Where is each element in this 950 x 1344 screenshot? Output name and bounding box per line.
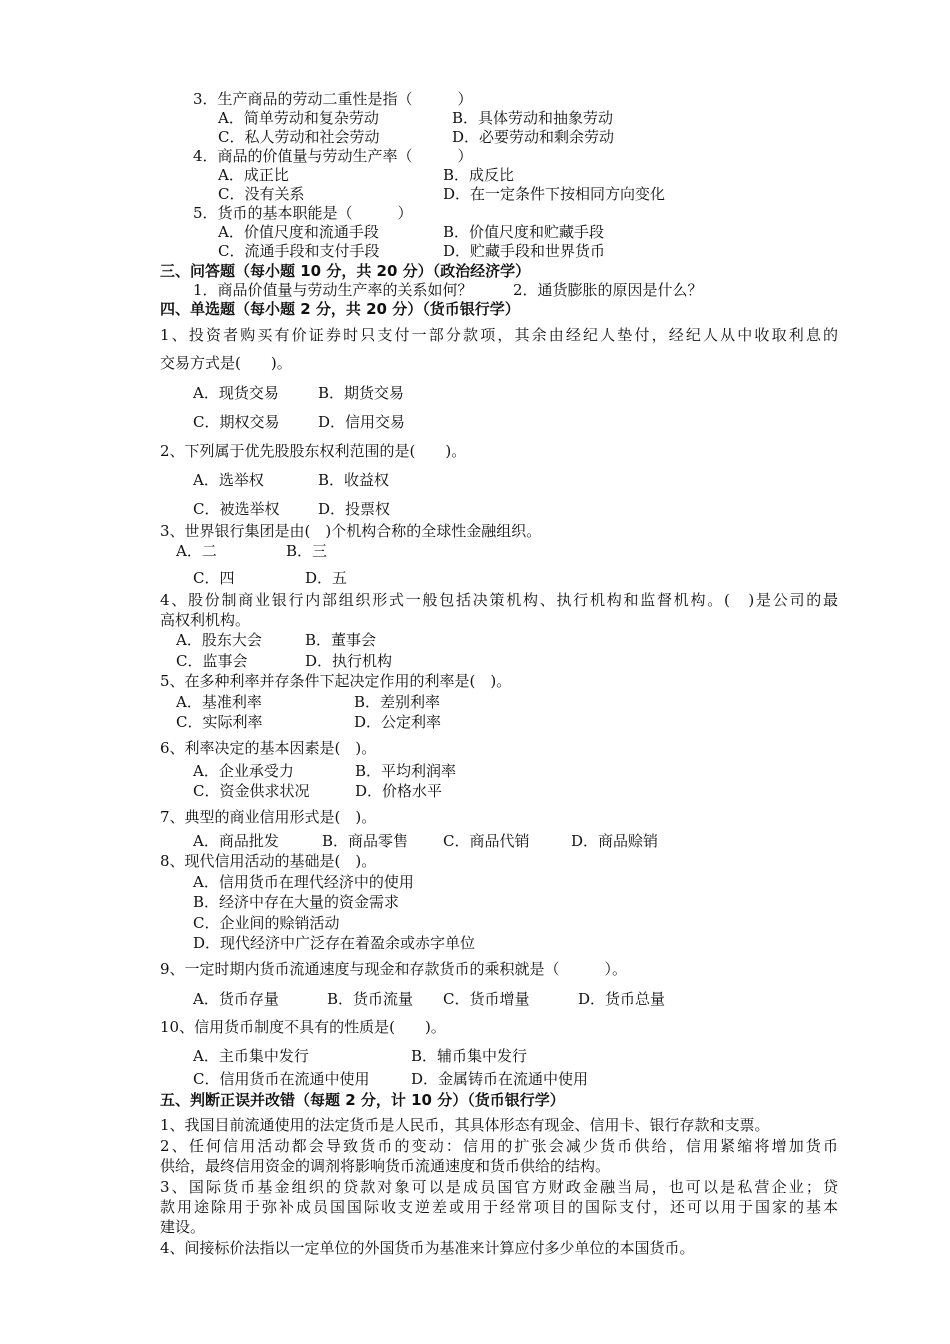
option-d: D．执行机构	[305, 652, 393, 670]
option-c: C．资金供求状况	[193, 782, 310, 800]
option-a: A．商品批发	[193, 832, 279, 850]
option-d: D．必要劳动和剩余劳动	[452, 128, 615, 146]
option-b: B．具体劳动和抽象劳动	[452, 109, 614, 127]
option-a: A．价值尺度和流通手段	[218, 223, 379, 241]
option-d: D．投票权	[318, 500, 391, 518]
question-stem: 2、下列属于优先股股东权利范围的是( )。	[160, 442, 467, 460]
option-d: D．五	[305, 569, 348, 587]
option-b: B．价值尺度和贮藏手段	[443, 223, 605, 241]
option-d: D．公定利率	[354, 713, 442, 731]
option-a: A．二	[176, 542, 217, 560]
statement: 供给，最终信用资金的调剂将影响货币流通速度和货币供给的结构。	[160, 1157, 611, 1175]
option-b: B．三	[286, 542, 328, 560]
statement: 2、任何信用活动都会导致货币的变动：信用的扩张会减少货币供给，信用紧缩将增加货币	[160, 1137, 838, 1155]
statement: 1、我国目前流通使用的法定货币是人民币，其具体形态有现金、信用卡、银行存款和支票。	[160, 1116, 770, 1134]
option-a: A．选举权	[193, 471, 264, 489]
option-a: A．企业承受力	[193, 762, 294, 780]
question-stem: 3．生产商品的劳动二重性是指（ ）	[193, 90, 473, 108]
option-a: A．主币集中发行	[193, 1047, 309, 1065]
option-a: A．现货交易	[193, 384, 279, 402]
option-d: D．信用交易	[318, 413, 406, 431]
question-stem: 交易方式是( )。	[160, 354, 292, 372]
option-d: D．价格水平	[355, 782, 443, 800]
option-a: A．简单劳动和复杂劳动	[218, 109, 379, 127]
option-c: C．货币增量	[443, 990, 530, 1008]
question-stem: 5、在多种利率并存条件下起决定作用的利率是( )。	[160, 672, 512, 690]
question-stem: 8、现代信用活动的基础是( )。	[160, 852, 377, 870]
question-stem: 4、股份制商业银行内部组织形式一般包括决策机构、执行机构和监督机构。( )是公司的最	[160, 591, 838, 609]
statement: 款用途除用于弥补成员国国际收支逆差或用于经常项目的国际支付，还可以用于国家的基本	[160, 1198, 838, 1216]
option-c: C．实际利率	[176, 713, 263, 731]
option-d: D．现代经济中广泛存在着盈余或赤字单位	[193, 934, 476, 952]
option-b: B．经济中存在大量的资金需求	[193, 893, 400, 911]
option-b: B．董事会	[305, 631, 377, 649]
option-a: A．信用货币在理代经济中的使用	[193, 873, 414, 891]
option-b: B．期货交易	[318, 384, 405, 402]
option-c: C．私人劳动和社会劳动	[218, 128, 380, 146]
question-stem: 2．通货膨胀的原因是什么？	[513, 281, 703, 299]
question-stem: 10、信用货币制度不具有的性质是( )。	[160, 1018, 446, 1036]
question-stem: 6、利率决定的基本因素是( )。	[160, 739, 377, 757]
question-stem: 3、世界银行集团是由( )个机构合称的全球性金融组织。	[160, 522, 542, 540]
question-stem: 1、投资者购买有价证券时只支付一部分款项，其余由经纪人垫付，经纪人从中收取利息的	[160, 326, 838, 344]
question-stem: 4．商品的价值量与劳动生产率（ ）	[193, 147, 473, 165]
option-c: C．期权交易	[193, 413, 280, 431]
question-stem: 7、典型的商业信用形式是( )。	[160, 808, 377, 826]
section-heading: 四、单选题（每小题 2 分，共 20 分）（货币银行学）	[160, 300, 520, 318]
option-c: C．监事会	[176, 652, 248, 670]
question-stem: 5．货币的基本职能是（ ）	[193, 204, 413, 222]
option-b: B．辅币集中发行	[411, 1047, 528, 1065]
option-b: B．货币流量	[327, 990, 414, 1008]
option-d: D．商品赊销	[571, 832, 659, 850]
option-d: D．金属铸币在流通中使用	[411, 1070, 589, 1088]
option-a: A．货币存量	[193, 990, 279, 1008]
option-c: C．流通手段和支付手段	[218, 242, 380, 260]
option-d: D．在一定条件下按相同方向变化	[443, 185, 666, 203]
option-d: D．贮藏手段和世界货币	[443, 242, 606, 260]
option-a: A．股东大会	[176, 631, 262, 649]
option-c: C．商品代销	[443, 832, 530, 850]
option-a: A．基准利率	[176, 693, 262, 711]
statement: 4、间接标价法指以一定单位的外国货币为基准来计算应付多少单位的本国货币。	[160, 1239, 695, 1257]
section-heading: 五、判断正误并改错（每题 2 分，计 10 分）（货币银行学）	[160, 1091, 565, 1109]
option-a: A．成正比	[218, 166, 289, 184]
option-b: B．收益权	[318, 471, 390, 489]
option-c: C．被选举权	[193, 500, 280, 518]
question-stem: 1．商品价值量与劳动生产率的关系如何？	[193, 281, 473, 299]
option-b: B．平均利润率	[355, 762, 457, 780]
question-stem: 9、一定时期内货币流通速度与现金和存款货币的乘积就是（ ）。	[160, 960, 628, 978]
statement: 3、国际货币基金组织的贷款对象可以是成员国官方财政金融当局，也可以是私营企业；贷	[160, 1178, 838, 1196]
option-c: C．企业间的赊销活动	[193, 914, 340, 932]
option-b: B．商品零售	[322, 832, 409, 850]
question-stem: 高权利机构。	[160, 611, 251, 629]
section-heading: 三、问答题（每小题 10 分，共 20 分）（政治经济学）	[160, 262, 531, 280]
option-b: B．成反比	[443, 166, 515, 184]
option-c: C．四	[193, 569, 235, 587]
option-c: C．信用货币在流通中使用	[193, 1070, 370, 1088]
statement: 建设。	[160, 1218, 206, 1236]
option-c: C．没有关系	[218, 185, 305, 203]
option-d: D．货币总量	[578, 990, 666, 1008]
option-b: B．差别利率	[354, 693, 441, 711]
